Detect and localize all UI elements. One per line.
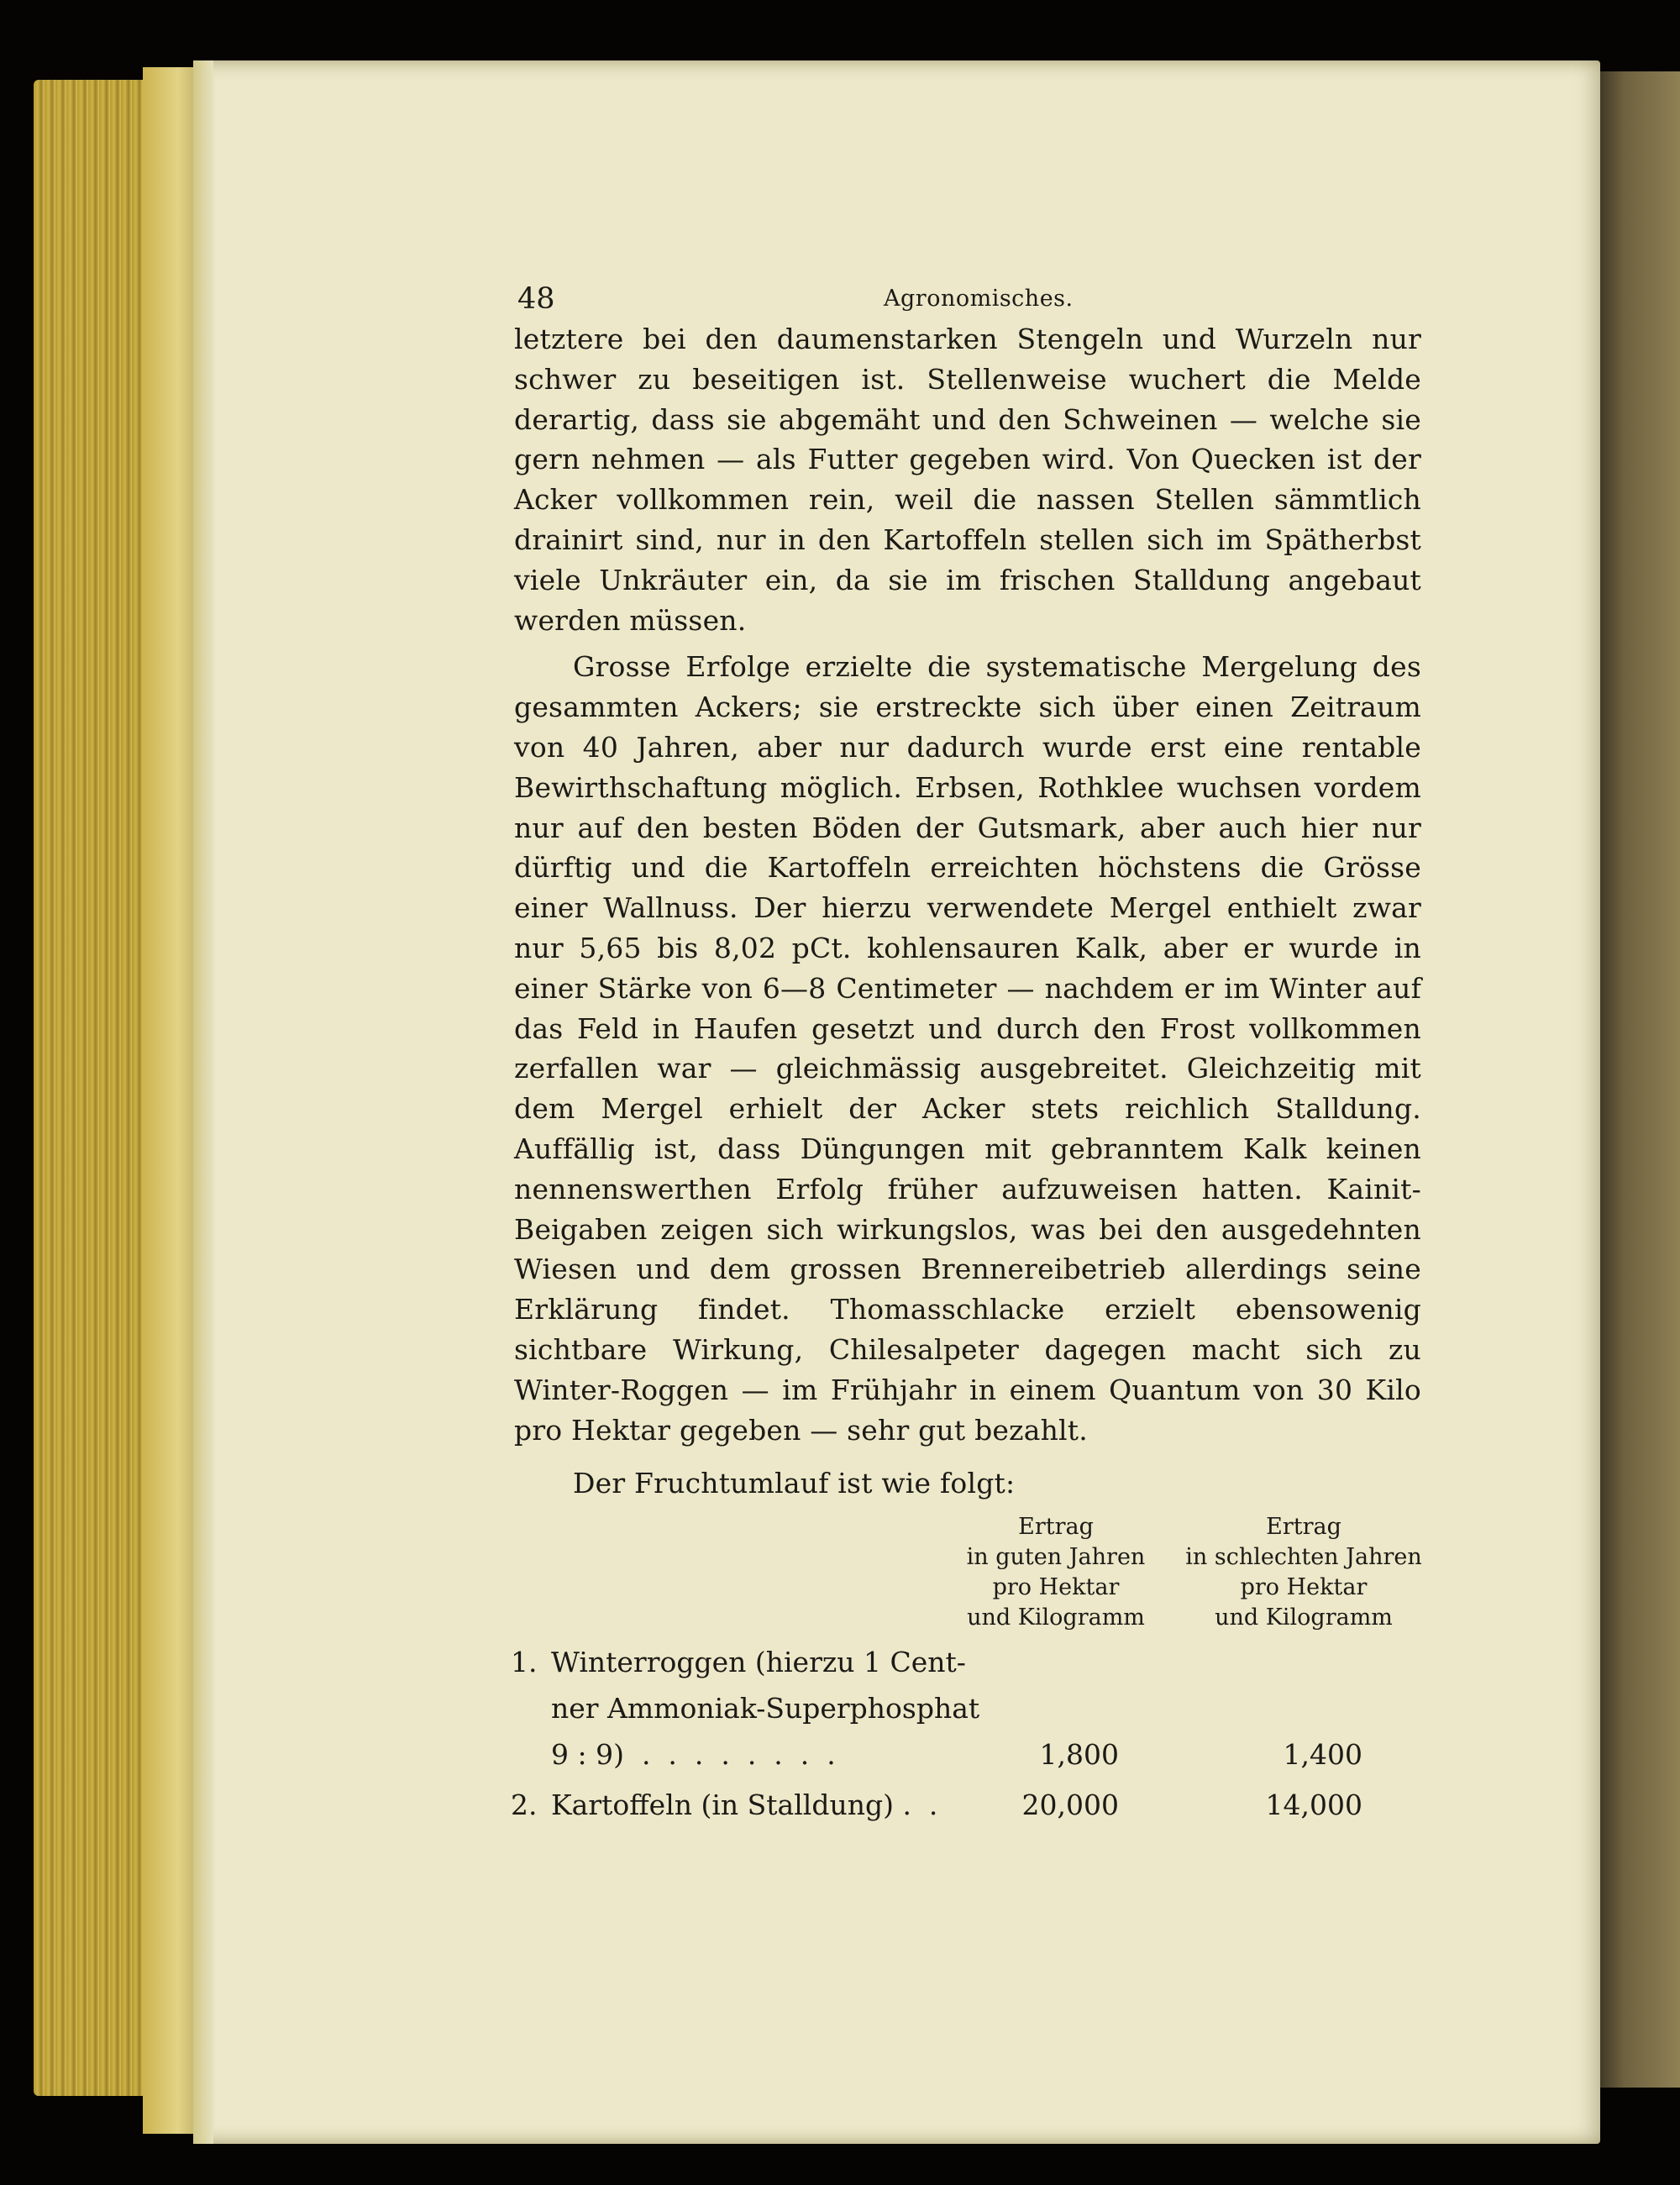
column-header-bad-years <box>1182 1512 1425 1633</box>
col-head-line: und Kilogramm <box>967 1605 1145 1631</box>
running-title: Agronomisches. <box>884 286 1074 312</box>
col-head-line: pro Hektar <box>1240 1574 1368 1601</box>
text-block <box>511 269 1422 1865</box>
col-head-line: Ertrag <box>1266 1514 1341 1541</box>
page-number: 48 <box>517 282 555 316</box>
col-head-line: Ertrag <box>1018 1514 1094 1541</box>
row-description: Kartoffeln (in Stalldung) . . <box>551 1788 938 1822</box>
row-description: 9 : 9) . . . . . . . . <box>551 1738 836 1772</box>
crop-rotation-table <box>511 1512 1422 1865</box>
next-page-edge <box>1588 71 1680 2088</box>
paragraph-1: letztere bei den daumenstarken Stengeln und Wurzeln nur schwer zu beseitigen ist. Stellenweise wuchert die Melde derartig, dass sie abgemäht und den Schweinen — welche sie gern nehmen — als Futter gegeben wird. Von Quecken ist der Acker vollkommen rein, weil die nassen Stellen sämmtlich drainirt sind, nur in den Kartoffeln stellen sich im Spätherbst viele Unkräuter ein, da sie im frischen Stalldung angebaut werden müssen. <box>514 323 1421 637</box>
yield-bad-years: 1,400 <box>1283 1738 1362 1772</box>
col-head-line: pro Hektar <box>992 1574 1120 1601</box>
page-gutter <box>193 60 213 2144</box>
column-header-good-years <box>947 1512 1165 1633</box>
row-number: 1. <box>511 1646 538 1679</box>
yield-good-years: 1,800 <box>1039 1738 1119 1772</box>
row-number: 2. <box>511 1788 538 1822</box>
paragraph-2: Grosse Erfolge erzielte die systematische Mergelung des gesammten Ackers; sie erstreckte sich über einen Zeitraum von 40 Jahren, aber nur dadurch wurde erst eine rentable Bewirthschaftung möglich. Erbsen, Rothklee wuchsen vordem nur auf den besten Böden der Gutsmark, aber auch hier nur dürftig und die Kartoffeln erreichten höchstens die Grösse einer Wallnuss. Der hierzu verwendete Mergel enthielt zwar nur 5,65 bis 8,02 pCt. kohlensauren Kalk, aber er wurde in einer Stärke von 6—8 Centimeter — nachdem er im Winter auf das Feld in Haufen gesetzt und durch den Frost vollkommen zerfallen war — gleichmässig ausgebreitet. Gleichzeitig mit dem Mergel erhielt der Acker stets reichlich Stalldung. Auffällig ist, dass Düngungen mit gebranntem Kalk keinen nennenswerthen Erfolg früher aufzuweisen hatten. Kainit-Beigaben zeigen sich wirkungslos, was bei den ausgedehnten Wiesen und dem grossen Brennereibetrieb allerdings seine Erklärung findet. Thomasschlacke erzielt ebensowenig sichtbare Wirkung, Chilesalpeter dagegen macht sich zu Winter-Roggen — im Frühjahr in einem Quantum von 30 Kilo pro Hektar gegeben — sehr gut bezahlt. <box>514 650 1421 1447</box>
running-head <box>514 269 1421 319</box>
row-description: ner Ammoniak-Superphosphat <box>551 1692 980 1725</box>
col-head-line: in schlechten Jahren <box>1185 1544 1422 1571</box>
yield-bad-years: 14,000 <box>1265 1788 1362 1822</box>
table-intro: Der Fruchtumlauf ist wie folgt: <box>573 1467 1016 1500</box>
col-head-line: und Kilogramm <box>1215 1605 1393 1631</box>
yield-good-years: 20,000 <box>1021 1788 1119 1822</box>
col-head-line: in guten Jahren <box>966 1544 1146 1571</box>
row-description: Winterroggen (hierzu 1 Cent- <box>551 1646 966 1679</box>
